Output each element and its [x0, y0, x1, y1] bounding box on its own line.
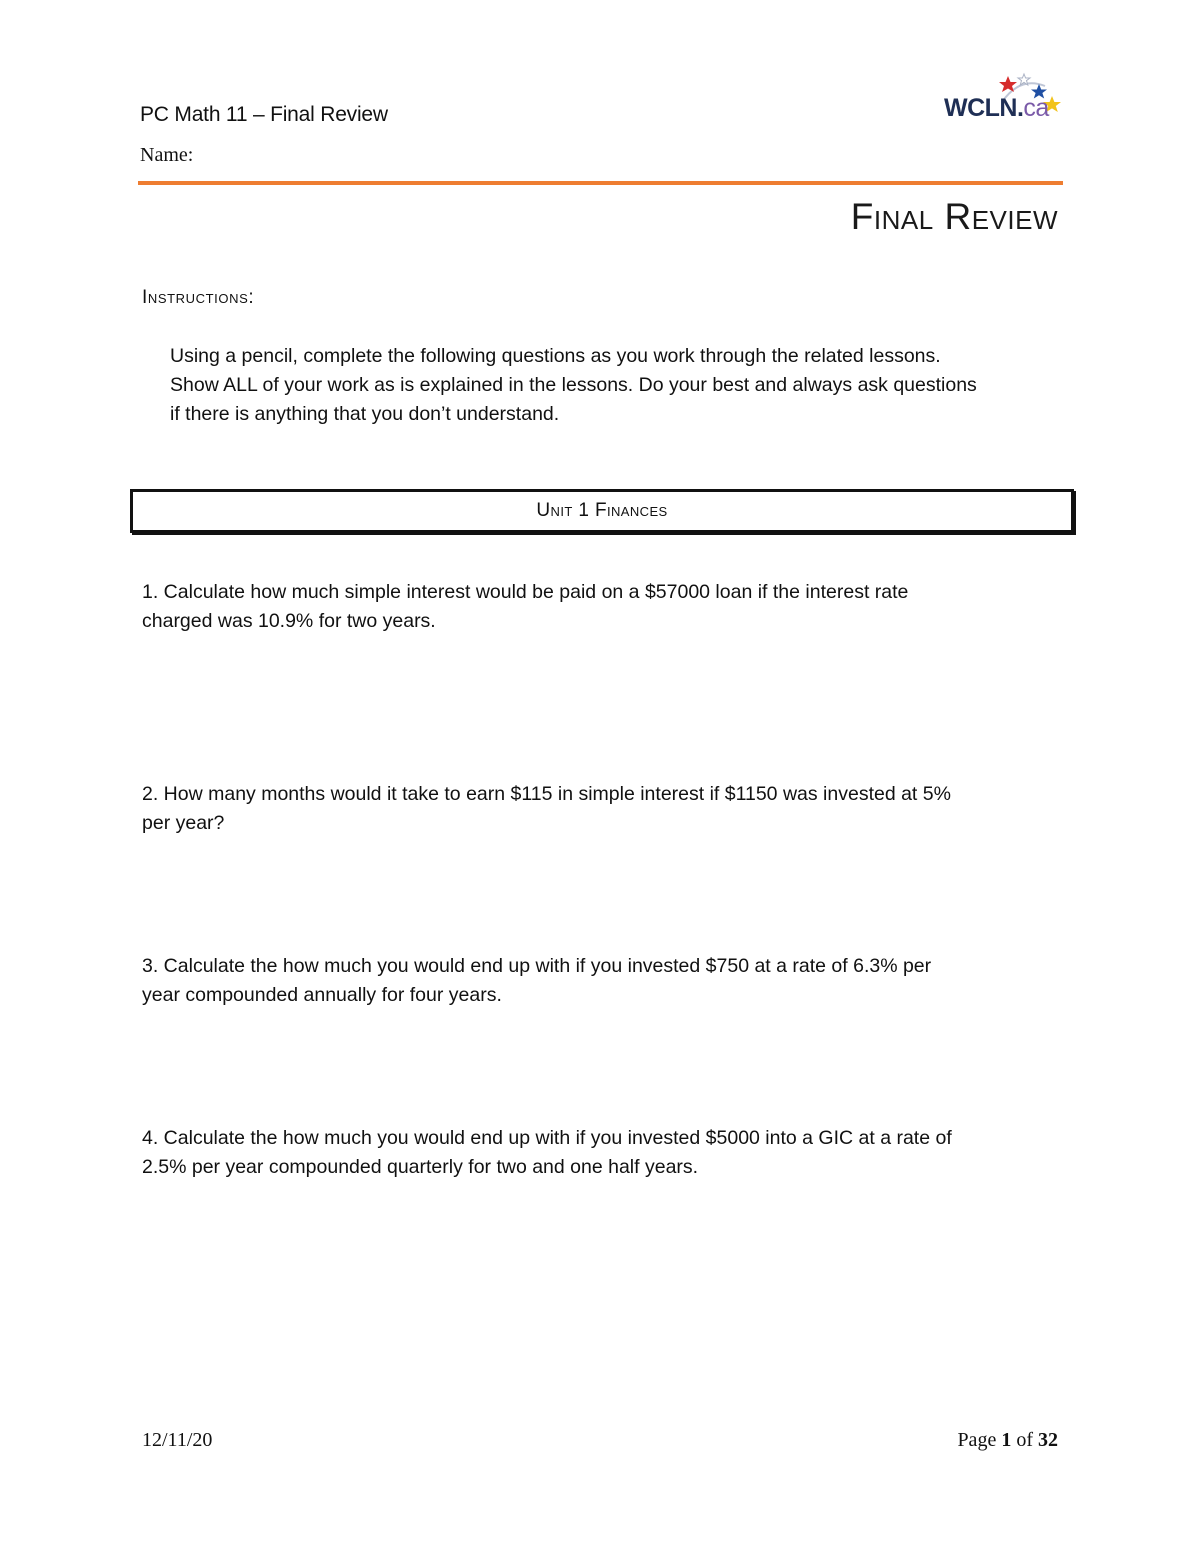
page-total: 32 — [1038, 1429, 1058, 1451]
question-line: 2. How many months would it take to earn $115 in simple interest if $1150 was invested at 5% — [142, 783, 951, 805]
wcln-logo — [940, 72, 1065, 130]
question-line: 1. Calculate how much simple interest would be paid on a $57000 loan if the interest rate — [142, 581, 909, 603]
instructions-body — [170, 342, 1060, 429]
logo-text-main: WCLN. — [944, 94, 1024, 122]
question-line: per year? — [142, 812, 225, 834]
footer-date: 12/11/20 — [142, 1429, 213, 1451]
question-2 — [142, 780, 1057, 838]
course-title: PC Math 11 – Final Review — [140, 103, 388, 126]
header-rule — [138, 181, 1063, 185]
question-3 — [142, 952, 1057, 1010]
page-number — [957, 1429, 1058, 1452]
instructions-line: Using a pencil, complete the following questions as you work through the related lessons. — [170, 345, 941, 367]
instructions-line: if there is anything that you don’t understand. — [170, 403, 560, 425]
page-of: of — [1016, 1429, 1033, 1451]
name-label: Name: — [140, 144, 194, 166]
question-1 — [142, 578, 1057, 636]
question-line: 4. Calculate the how much you would end up with if you invested $5000 into a GIC at a rate of — [142, 1127, 952, 1149]
question-4 — [142, 1124, 1057, 1182]
instructions-heading: Instructions: — [142, 287, 255, 308]
page-word: Page — [957, 1429, 997, 1451]
logo-text-suffix: ca — [1023, 94, 1049, 122]
question-line: charged was 10.9% for two years. — [142, 610, 436, 632]
unit-label: Unit 1 Finances — [536, 500, 668, 521]
instructions-line: Show ALL of your work as is explained in the lessons. Do your best and always ask questions — [170, 374, 977, 396]
unit-header-box — [130, 489, 1074, 533]
question-line: 2.5% per year compounded quarterly for two and one half years. — [142, 1156, 699, 1178]
document-title: Final Review — [850, 196, 1058, 237]
question-line: year compounded annually for four years. — [142, 984, 502, 1006]
logo-wordmark — [944, 94, 1049, 123]
page-current: 1 — [1001, 1429, 1012, 1451]
question-line: 3. Calculate the how much you would end up with if you invested $750 at a rate of 6.3% per — [142, 955, 932, 977]
